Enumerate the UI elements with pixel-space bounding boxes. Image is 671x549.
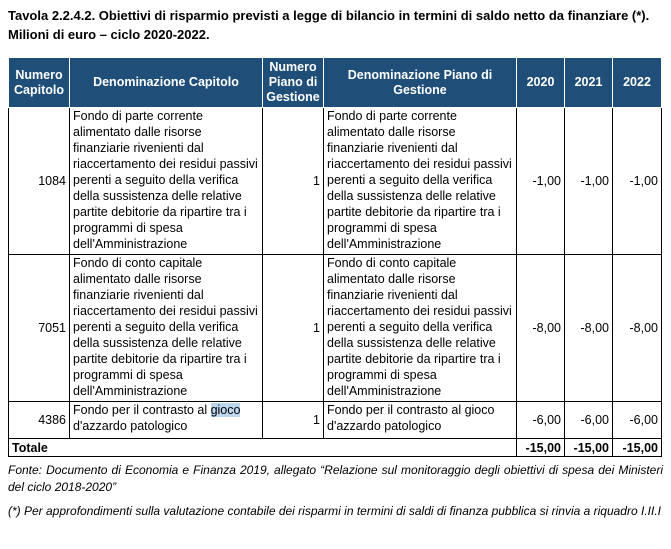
total-2021: -15,00 [565,439,613,457]
table-title: Tavola 2.2.4.2. Obiettivi di risparmio previsti a legge di bilancio in termini di saldo netto da finanziare (*). Milioni di euro – ciclo 2020-2022. [8,8,650,42]
cell-piano: 1 [263,108,324,255]
header-denominazione-capitolo: Denominazione Capitolo [70,58,263,108]
header-2022: 2022 [613,58,662,108]
cell-capitolo: 7051 [9,255,70,402]
total-2020: -15,00 [517,439,565,457]
cell-denominazione-piano: Fondo di conto capitale alimentato dalle risorse finanziarie rivenienti dal riaccertamento dei residui passivi perenti a seguito della verifica della sussistenza delle relative partite debitorie da ripartire tra i programmi di spesa dell'Amministrazione [324,255,517,402]
cell-2021: -1,00 [565,108,613,255]
header-denominazione-piano: Denominazione Piano di Gestione [324,58,517,108]
cell-piano: 1 [263,255,324,402]
highlighted-text-selection[interactable]: gioco [210,403,241,417]
footnote: (*) Per approfondimenti sulla valutazione contabile dei risparmi in termini di saldi di finanza pubblica si rinvia a riquadro I.II.I [8,504,661,518]
cell-denominazione-piano: Fondo per il contrasto al gioco d'azzardo patologico [324,402,517,439]
header-numero-piano: Numero Piano di Gestione [263,58,324,108]
cell-denominazione-capitolo [70,402,263,439]
cell-capitolo: 1084 [9,108,70,255]
table-header-row [9,58,662,108]
source-note: Fonte: Documento di Economia e Finanza 2019, allegato “Relazione sul monitoraggio degli obiettivi di spesa dei Ministeri del ciclo 2018-2020” [8,463,663,494]
cell-2021: -6,00 [565,402,613,439]
header-numero-capitolo: Numero Capitolo [9,58,70,108]
header-2020: 2020 [517,58,565,108]
table-row [9,255,662,402]
savings-table [8,57,662,457]
cell-denominazione-capitolo: Fondo di parte corrente alimentato dalle risorse finanziarie rivenienti dal riaccertamento dei residui passivi perenti a seguito della verifica della sussistenza delle relative partite debitorie da ripartire tra i programmi di spesa dell'Amministrazione [70,108,263,255]
cell-2020: -8,00 [517,255,565,402]
cell-2022: -8,00 [613,255,662,402]
total-row [9,439,662,457]
total-2022: -15,00 [613,439,662,457]
text-segment: d'azzardo patologico [73,419,188,433]
text-segment: Fondo per il contrasto al [73,403,211,417]
cell-piano: 1 [263,402,324,439]
cell-2022: -1,00 [613,108,662,255]
cell-2020: -6,00 [517,402,565,439]
cell-2021: -8,00 [565,255,613,402]
total-label: Totale [9,439,517,457]
header-2021: 2021 [565,58,613,108]
cell-denominazione-piano: Fondo di parte corrente alimentato dalle risorse finanziarie rivenienti dal riaccertamento dei residui passivi perenti a seguito della verifica della sussistenza delle relative partite debitorie da ripartire tra i programmi di spesa dell'Amministrazione [324,108,517,255]
cell-2022: -6,00 [613,402,662,439]
cell-2020: -1,00 [517,108,565,255]
cell-capitolo: 4386 [9,402,70,439]
table-row [9,402,662,439]
cell-denominazione-capitolo: Fondo di conto capitale alimentato dalle risorse finanziarie rivenienti dal riaccertamento dei residui passivi perenti a seguito della verifica della sussistenza delle relative partite debitorie da ripartire tra i programmi di spesa dell'Amministrazione [70,255,263,402]
table-row [9,108,662,255]
